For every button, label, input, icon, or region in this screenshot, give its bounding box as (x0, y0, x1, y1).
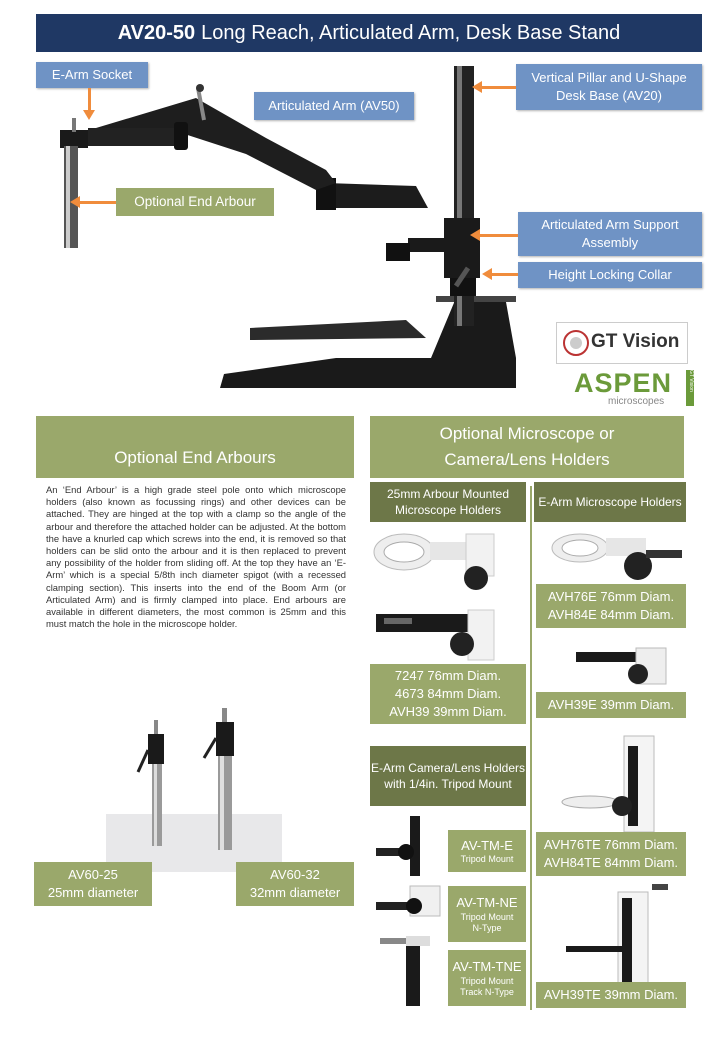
column-divider (530, 486, 532, 1010)
aspen-side-tag: GT Vision (686, 370, 694, 406)
arrow-e-arm-socket (88, 88, 91, 112)
camera-holder-av-tm-e (448, 830, 526, 872)
arrow-height-collar (490, 273, 518, 276)
arrow-support-assembly (478, 234, 518, 237)
camera-holders-heading: E-Arm Camera/Lens Holders with 1/4in. Tripod Mount (370, 746, 526, 806)
camera-holder-code: AV-TM-NE (456, 895, 518, 911)
arbour-holders-photos (370, 526, 530, 662)
callout-e-arm-socket: E-Arm Socket (36, 62, 148, 88)
holders-heading (370, 416, 684, 478)
camera-holder-sub: Tripod Mount (460, 911, 514, 922)
callout-articulated-arm: Articulated Arm (AV50) (254, 92, 414, 120)
callout-optional-end-arbour: Optional End Arbour (116, 188, 274, 216)
end-arbours-heading-text: Optional End Arbours (114, 448, 276, 467)
arbour-photos (130, 700, 250, 860)
arbour-av60-25-label (34, 862, 152, 906)
camera-holder-code: AV-TM-TNE (452, 959, 522, 975)
e-arm-holders-heading: E-Arm Microscope Holders (534, 482, 686, 522)
e-arm-holder-avh76te-84te (536, 832, 686, 876)
gt-vision-emblem-icon (561, 326, 591, 360)
aspen-subtext: microscopes (608, 396, 665, 407)
holder-item: AVH84TE 84mm Diam. (543, 855, 679, 870)
holder-item: 4673 84mm Diam. (394, 686, 502, 701)
camera-holder-av-tm-ne (448, 886, 526, 942)
camera-holder-sub: Track N-Type (460, 986, 514, 997)
e-arm-holder-avh76e-84e (536, 584, 686, 628)
holder-item: AVH84E 84mm Diam. (547, 607, 675, 622)
callout-vertical-pillar: Vertical Pillar and U-Shape Desk Base (AV20) (516, 64, 702, 110)
title-model: AV20-50 (117, 21, 196, 44)
aspen-text: ASPEN (574, 368, 673, 398)
camera-holder-av-tm-tne (448, 950, 526, 1006)
holder-item: AVH76E 76mm Diam. (547, 589, 675, 605)
holders-heading-line1: Optional Microscope or (439, 424, 615, 443)
aspen-logo (574, 368, 694, 410)
camera-holder-sub: Tripod Mount (460, 975, 514, 986)
camera-holder-code: AV-TM-E (461, 837, 513, 853)
holder-item: 7247 76mm Diam. (394, 668, 502, 683)
arbour-av60-32-label (236, 862, 354, 906)
camera-holders-photos (370, 810, 450, 1010)
callout-support-assembly: Articulated Arm Support Assembly (518, 212, 702, 256)
arbour-holders-heading: 25mm Arbour Mounted Microscope Holders (370, 482, 526, 522)
gt-vision-logo (556, 322, 688, 364)
page-title (36, 14, 702, 52)
arbour-desc: 25mm diameter (47, 885, 139, 900)
arbour-desc: 32mm diameter (249, 885, 341, 900)
holders-heading-line2: Camera/Lens Holders (444, 450, 610, 469)
title-text: Long Reach, Articulated Arm, Desk Base Stand (201, 21, 621, 44)
callout-height-collar: Height Locking Collar (518, 262, 702, 288)
camera-holder-sub: Tripod Mount (460, 854, 514, 865)
camera-holder-sub: N-Type (472, 922, 502, 933)
arrow-end-arbour (78, 201, 116, 204)
holder-item: AVH39 39mm Diam. (389, 704, 507, 719)
end-arbours-paragraph: An ‘End Arbour’ is a high grade steel pole onto which microscope holders (also known as focussing rings) and other devices can be attached. They are hinged at the top with a clamp so the angle of the arbour and therefore the attached holder can be adjusted. At the bottom the have a knurled cap which screws into the end, it is removed so that holders can be slid onto the arbour and it is then replaced to prevent any possibility of the holder from sliding off. At the top they have an ‘E-Arm’ which is a special 5/8th inch diameter spigot (with a recessed clamping section). This inserts into the end of the Boom Arm (or Articulated Arm) and is firmly clamped into place. End arbours are available in different diameters, the most common is 25mm and this must match the hole in the microscope holder. (46, 484, 346, 630)
e-arm-holder-avh39e: AVH39E 39mm Diam. (536, 692, 686, 718)
holder-item: AVH76TE 76mm Diam. (543, 837, 679, 853)
gt-vision-text: GT Vision (591, 331, 680, 352)
arbour-code: AV60-32 (270, 867, 320, 883)
arbour-holders-list (370, 664, 526, 724)
arrow-vertical-pillar (480, 86, 516, 89)
end-arbours-heading (36, 416, 354, 478)
e-arm-holder-avh39te: AVH39TE 39mm Diam. (536, 982, 686, 1008)
arbour-code: AV60-25 (68, 867, 118, 883)
